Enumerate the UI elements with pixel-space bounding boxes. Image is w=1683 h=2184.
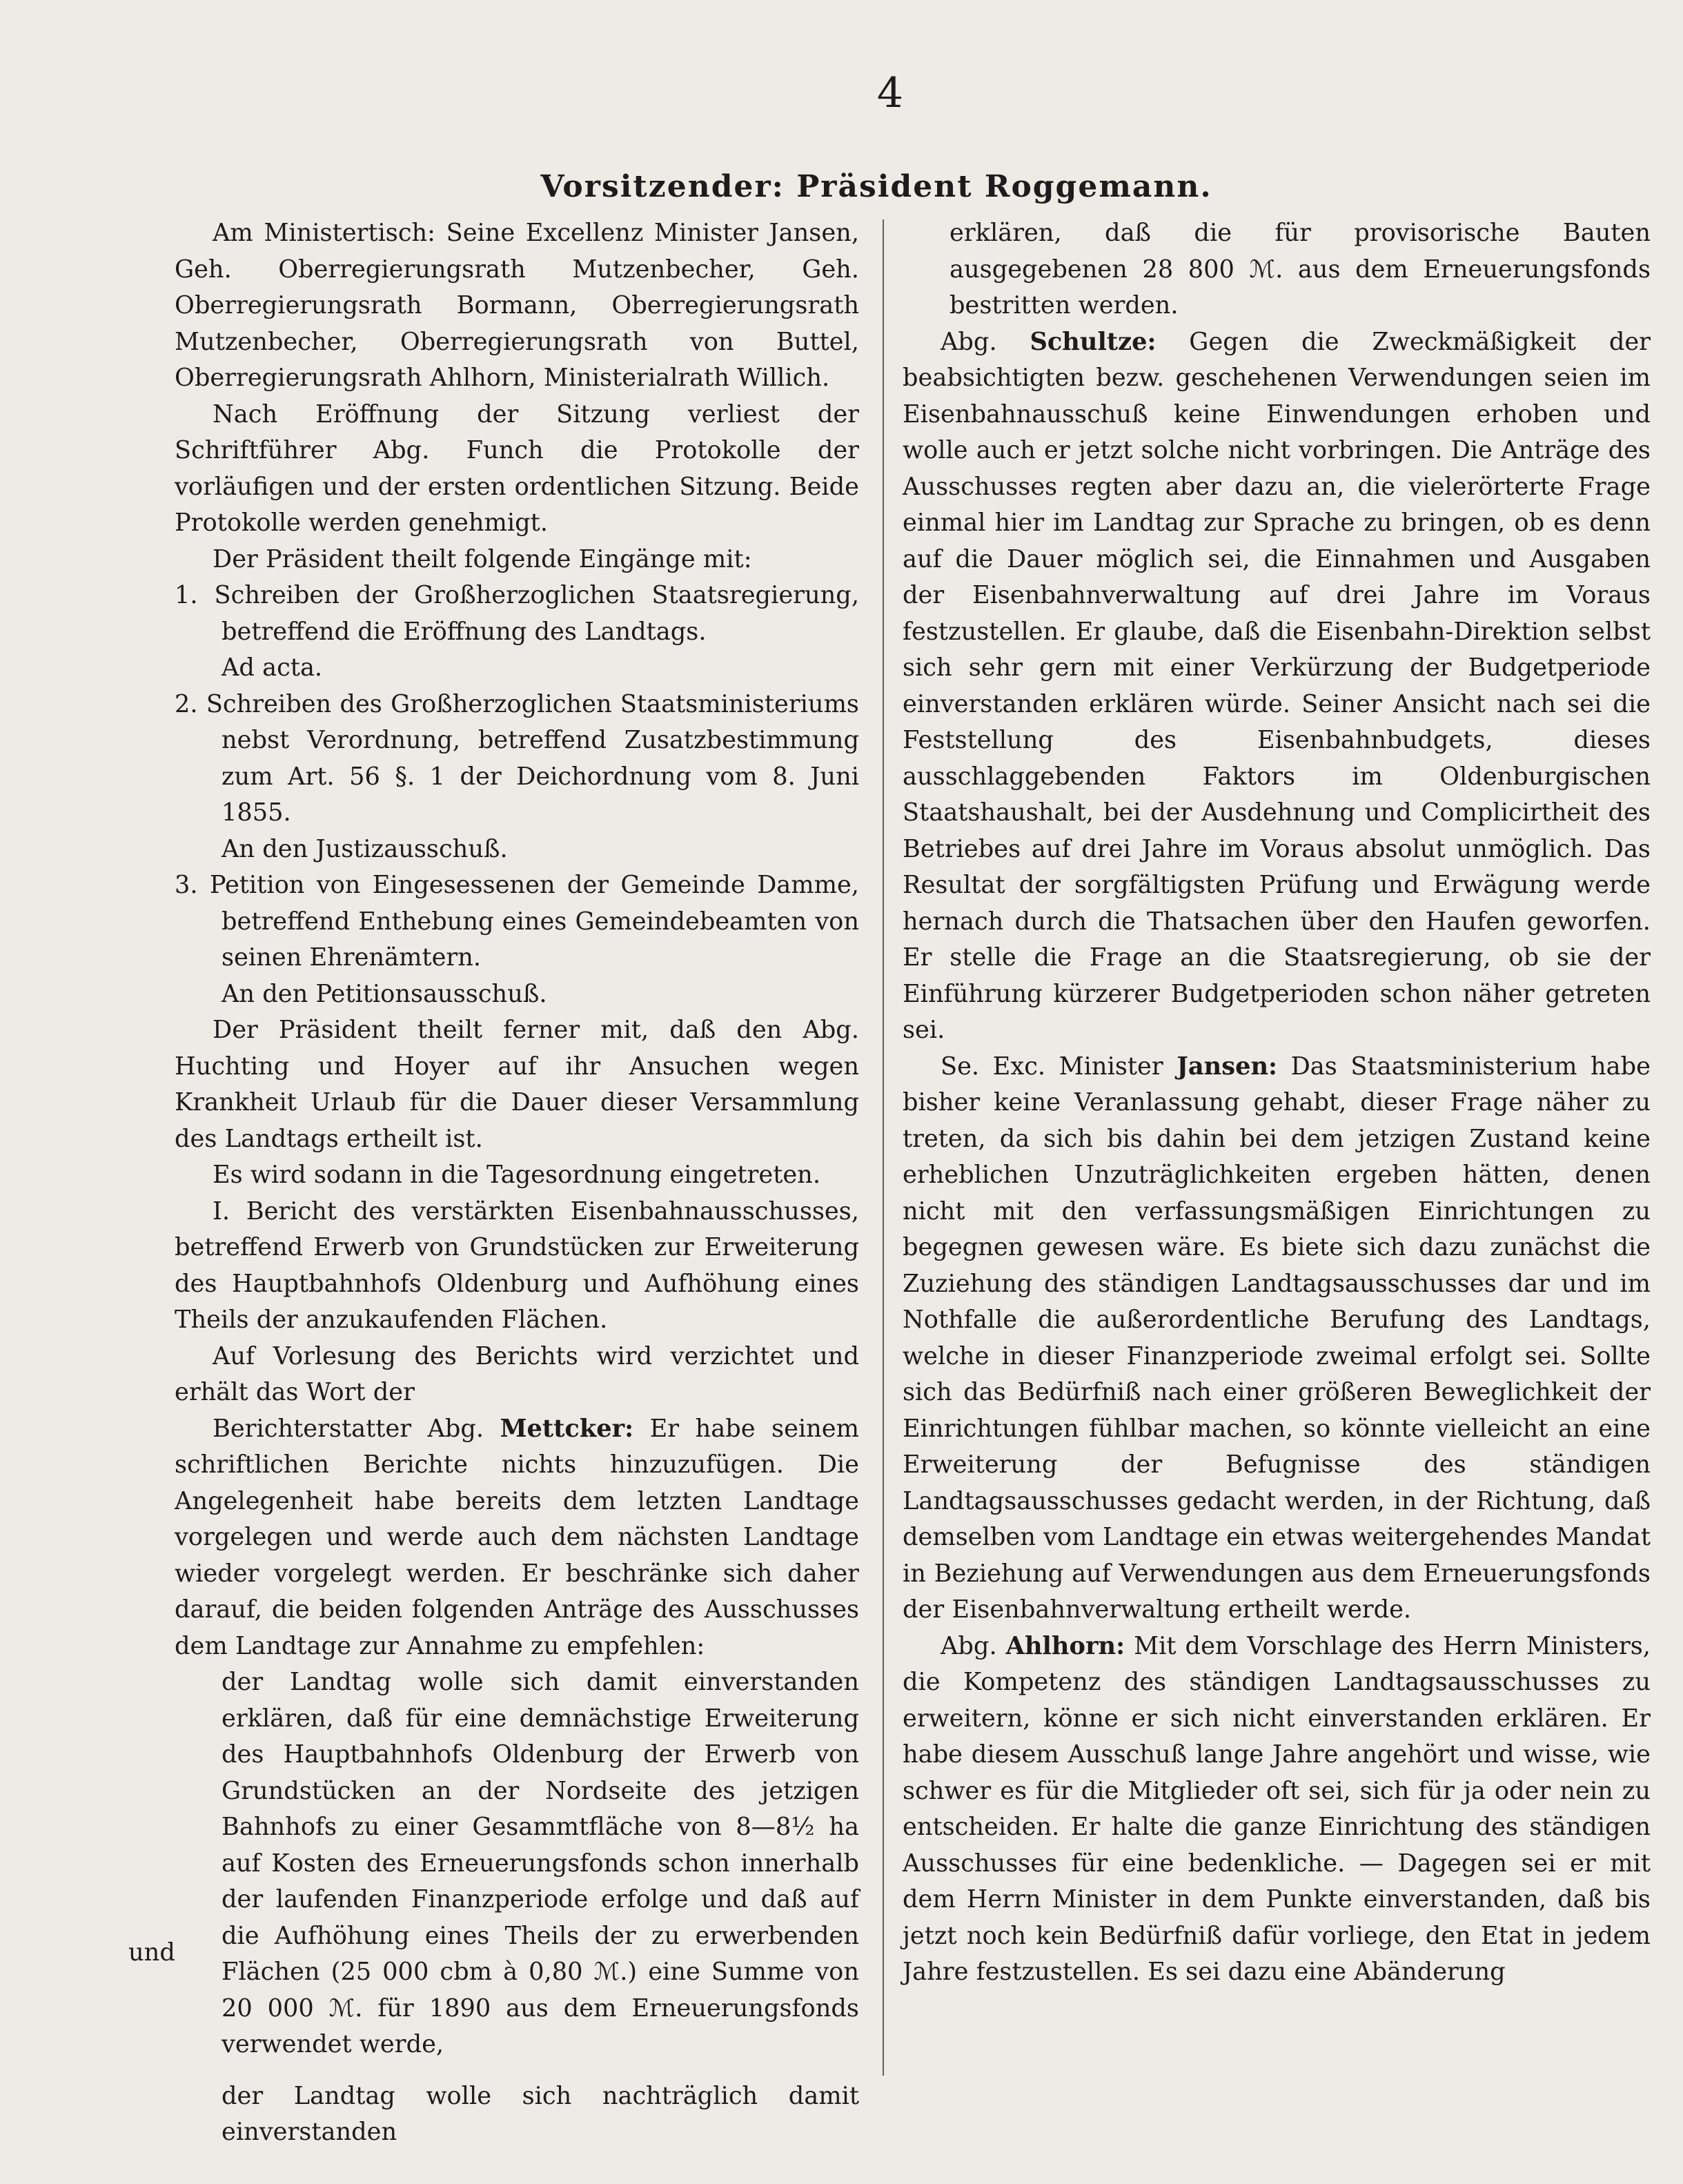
speech-lead: Se. Exc. Minister <box>941 1052 1177 1081</box>
report-reading-paragraph: Auf Vorlesung des Berichts wird verzichtet und erhält das Wort der <box>175 1341 859 1406</box>
agenda-paragraph: Es wird sodann in die Tagesordnung eingetreten. <box>213 1161 821 1189</box>
page-number: 4 <box>876 69 904 117</box>
speech-text: Mit dem Vorschlage des Herrn Ministers, die Kompetenz des ständigen Landtagsausschusses zu erweitern, könne er sich nicht einverstanden erklären. Er habe diesem Ausschuß lange Jahre angehört und wisse, wie schwer es für die Mitglieder oft sei, sich für ja oder nein zu entscheiden. Er halte die ganze Einrichtung des ständigen Ausschusses für eine bedenkliche. — Dagegen sei er mit dem Herrn Minister in dem Punkte einverstanden, daß bis jetzt noch kein Bedürfniß dafür vorliege, den Etat in jedem Jahre festzustellen. Es sei dazu eine Abänderung <box>903 1631 1651 1986</box>
rapporteur-paragraph <box>175 1411 859 1665</box>
report-title-paragraph: I. Bericht des verstärkten Eisenbahnausschusses, betreffend Erwerb von Grundstücken zur Erweiterung des Hauptbahnhofs Oldenburg und Aufhöhung eines Theils der anzukaufenden Flächen. <box>175 1197 859 1334</box>
speaker-name: Schultze: <box>1030 327 1157 356</box>
speech-text: Das Staatsministerium habe bisher keine Veranlassung gehabt, dieser Frage näher zu treten, da sich bis dahin bei dem jetzigen Zustand keine erheblichen Unzuträglichkeiten ergeben hätten, denen nicht mit den verfassungsmäßigen Einrichtungen zu begegnen gewesen wäre. Es biete sich dazu zunächst die Zuziehung des ständigen Landtagsausschusses dar und im Nothfalle die außerordentliche Berufung des Landtags, welche in dieser Finanzperiode zweimal erfolgt sei. Sollte sich das Bedürfniß nach einer größeren Beweglichkeit der Einrichtungen fühlbar machen, so könnte vielleicht an eine Erweiterung der Befugnisse des ständigen Landtagsausschusses gedacht werden, in der Richtung, daß demselben vom Landtage ein etwas weitergehendes Mandat in Beziehung auf Verwendungen aus dem Erneuerungsfonds der Eisenbahnverwaltung ertheilt werde. <box>903 1052 1651 1624</box>
left-column <box>175 215 859 2151</box>
speaker-name: Ahlhorn: <box>1005 1631 1125 1660</box>
speech-ahlhorn <box>903 1629 1651 1991</box>
incoming-item-1: 1. Schreiben der Großherzoglichen Staatsregierung, betreffend die Eröffnung des Landtags. <box>175 581 859 646</box>
and-connector: und <box>128 1938 175 1967</box>
speaker-name: Jansen: <box>1177 1052 1278 1081</box>
ministers-present-paragraph: Am Ministertisch: Seine Excellenz Minister Jansen, Geh. Oberregierungsrath Mutzenbecher, Geh. Oberregierungsrath Bormann, Oberregierungsrath Mutzenbecher, Oberregierungsrath von Buttel, Oberregierungsrath Ahlhorn, Ministerialrath Willich. <box>175 219 859 392</box>
right-column <box>903 215 1651 1991</box>
motion-1: der Landtag wolle sich damit einverstanden erklären, daß für eine demnächstige Erweiterung des Hauptbahnhofs Oldenburg der Erwerb von Grundstücken an der Nordseite des jetzigen Bahnhofs zu einer Gesammtfläche von 8—8½ ha auf Kosten des Erneuerungsfonds schon innerhalb der laufenden Finanzperiode erfolge und daß auf die Aufhöhung eines Theils der zu erwerbenden Flächen (25 000 cbm à 0,80 ℳ.) eine Summe von 20 000 ℳ. für 1890 aus dem Erneuerungsfonds verwendet werde, <box>222 1668 859 2058</box>
incoming-item-3-note: An den Petitionsausschuß. <box>222 979 547 1008</box>
protocol-paragraph: Nach Eröffnung der Sitzung verliest der Schriftführer Abg. Funch die Protokolle der vorläufigen und der ersten ordentlichen Sitzung. Beide Protokolle werden genehmigt. <box>175 400 859 537</box>
speech-jansen <box>903 1049 1651 1629</box>
leave-paragraph: Der Präsident theilt ferner mit, daß den Abg. Huchting und Hoyer auf ihr Ansuchen wegen Krankheit Urlaub für die Dauer dieser Versammlung des Landtags ertheilt ist. <box>175 1016 859 1153</box>
speech-lead: Abg. <box>941 1631 1006 1660</box>
rapporteur-text: Er habe seinem schriftlichen Berichte nichts hinzuzufügen. Die Angelegenheit habe bereits dem letzten Landtage vorgelegen und werde auch dem nächsten Landtage wieder vorgelegt werden. Er beschränke sich daher darauf, die beiden folgenden Anträge des Ausschusses dem Landtage zur Annahme zu empfehlen: <box>175 1414 860 1660</box>
session-chair-heading: Vorsitzender: Präsident Roggemann. <box>540 169 1212 204</box>
speech-text: Gegen die Zweckmäßigkeit der beabsichtigten bezw. geschehenen Verwendungen seien im Eisenbahnausschuß keine Einwendungen erhoben und wolle auch er jetzt solche nicht vorbringen. Die Anträge des Ausschusses regten aber dazu an, die vielerörterte Frage einmal hier im Landtag zur Sprache zu bringen, ob es denn auf die Dauer möglich sei, die Einnahmen und Ausgaben der Eisenbahnverwaltung auf drei Jahre im Voraus festzustellen. Er glaube, daß die Eisenbahn-Direktion selbst sich sehr gern mit einer Verkürzung der Budgetperiode einverstanden erklären würde. Seiner Ansicht nach sei die Feststellung des Eisenbahnbudgets, dieses ausschlaggebenden Faktors im Oldenburgischen Staatshaushalt, bei der Ausdehnung und Complicirtheit des Betriebes auf drei Jahre im Voraus absolut unmöglich. Das Resultat der sorgfältigsten Prüfung und Erwägung werde hernach durch die Thatsachen über den Haufen geworfen. Er stelle die Frage an die Staatsregierung, ob sie der Einführung kürzerer Budgetperioden schon näher getreten sei. <box>903 327 1651 1044</box>
motion-2-start: der Landtag wolle sich nachträglich damit einverstanden <box>222 2081 859 2146</box>
speech-lead: Abg. <box>941 327 1030 356</box>
incoming-items-intro: Der Präsident theilt folgende Eingänge mit: <box>213 544 752 573</box>
rapporteur-lead: Berichterstatter Abg. <box>213 1414 500 1443</box>
incoming-item-1-note: Ad acta. <box>222 653 323 682</box>
speaker-name: Mettcker: <box>500 1414 634 1443</box>
motion-2-continued: erklären, daß die für provisorische Bauten ausgegebenen 28 800 ℳ. aus dem Erneuerungsfonds bestritten werden. <box>949 219 1651 319</box>
incoming-item-3: 3. Petition von Eingesessenen der Gemeinde Damme, betreffend Enthebung eines Gemeindebeamten von seinen Ehrenämtern. <box>175 871 859 972</box>
incoming-item-2-note: An den Justizausschuß. <box>222 834 508 863</box>
column-divider <box>883 219 884 2076</box>
incoming-item-2: 2. Schreiben des Großherzoglichen Staatsministeriums nebst Verordnung, betreffend Zusatzbestimmung zum Art. 56 §. 1 der Deichordnung vom 8. Juni 1855. <box>175 689 859 827</box>
speech-schultze <box>903 324 1651 1049</box>
